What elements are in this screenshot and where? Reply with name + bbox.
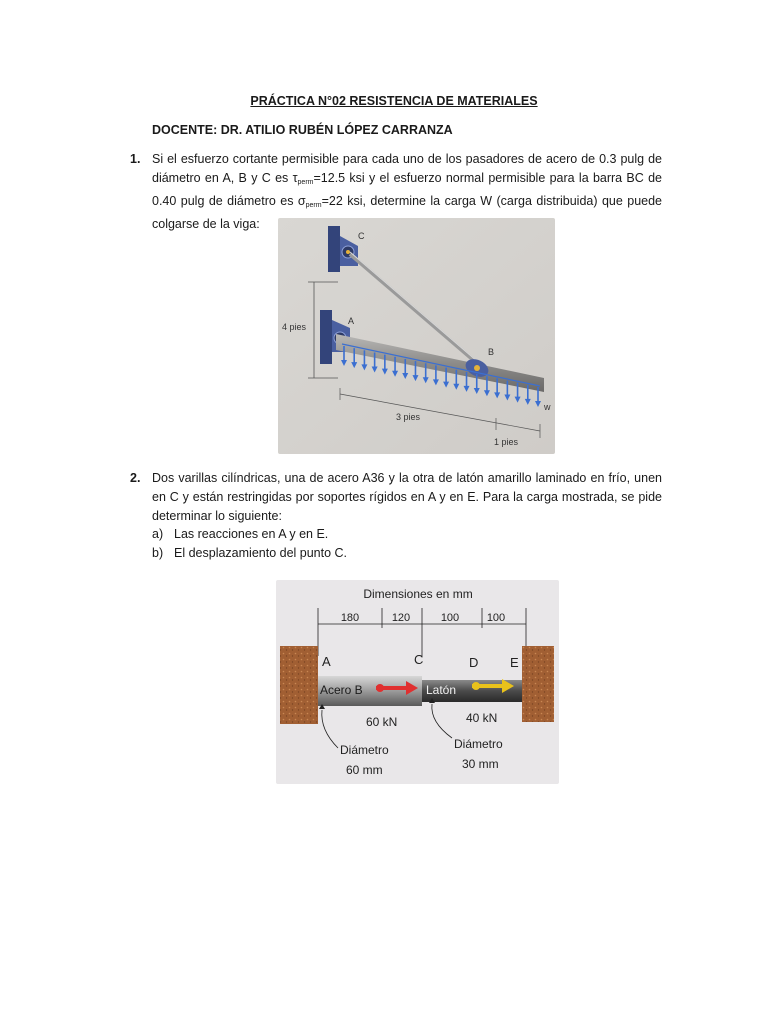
label-acero: Acero B: [320, 683, 363, 697]
problem-1-number: 1.: [130, 152, 141, 166]
dim-span: 3 pies: [396, 412, 421, 422]
load-40kn: 40 kN: [466, 711, 498, 725]
bracket-a: [320, 310, 332, 364]
label-c: C: [358, 231, 365, 241]
dim-180: 180: [340, 612, 360, 624]
item-a-text: Las reacciones en A y en E.: [174, 527, 329, 541]
support-a: [280, 646, 318, 724]
problem-2-text: Dos varillas cilíndricas, una de acero A36 y la otra de latón amarillo laminado en frío, unen en C y están restringidas por soportes rígidos en A y en E. Para la carga mostrada, se pide determinar lo siguiente:: [152, 471, 662, 523]
page-title: PRÁCTICA N°02 RESISTENCIA DE MATERIALES: [250, 94, 538, 108]
dim-120: 120: [391, 612, 411, 624]
label-d: D: [469, 655, 479, 670]
figure-2-drawing: [276, 580, 559, 784]
dimensions-header: Dimensiones en mm: [363, 587, 473, 601]
label-w: w: [544, 402, 551, 412]
support-e: [522, 646, 554, 722]
item-b-marker: b): [152, 546, 164, 560]
docente-line: DOCENTE: DR. ATILIO RUBÉN LÓPEZ CARRANZA: [152, 123, 453, 137]
label-a: A: [348, 316, 355, 326]
load-60kn: 60 kN: [366, 715, 398, 729]
label-laton: Latón: [426, 683, 457, 697]
figure-1-drawing: [278, 218, 555, 454]
figure-2: [276, 580, 559, 784]
label-c-2: C: [414, 652, 424, 667]
label-e: E: [510, 655, 519, 670]
item-b-text: El desplazamiento del punto C.: [174, 546, 348, 560]
dim-100-a: 100: [440, 612, 460, 624]
figure-1: [278, 218, 555, 454]
bracket-c: [328, 226, 340, 272]
diam1-line1: Diámetro: [340, 743, 389, 757]
diam2-line2: 30 mm: [462, 757, 499, 771]
item-a-marker: a): [152, 527, 164, 541]
label-a-2: A: [322, 654, 331, 669]
dim-height: 4 pies: [282, 322, 307, 332]
diam2-line1: Diámetro: [454, 737, 503, 751]
diam1-line2: 60 mm: [346, 763, 383, 777]
label-b: B: [488, 347, 495, 357]
dim-100-b: 100: [486, 612, 506, 624]
dim-over: 1 pies: [494, 437, 519, 447]
problem-2-number: 2.: [130, 471, 141, 485]
problem-1-text: Si el esfuerzo cortante permisible para cada uno de los pasadores de acero de 0.3 pulg de diámetro en A, B y C es $\tau_{perm}=12.5$ ksi y el esfuerzo normal permisible para la barra BC de 0.40 pulg de diámetro es $\sigma_{perm}=22$ ksi, determine la carga W (carga distribuida) que puede colgarse de la viga:: [152, 152, 663, 231]
